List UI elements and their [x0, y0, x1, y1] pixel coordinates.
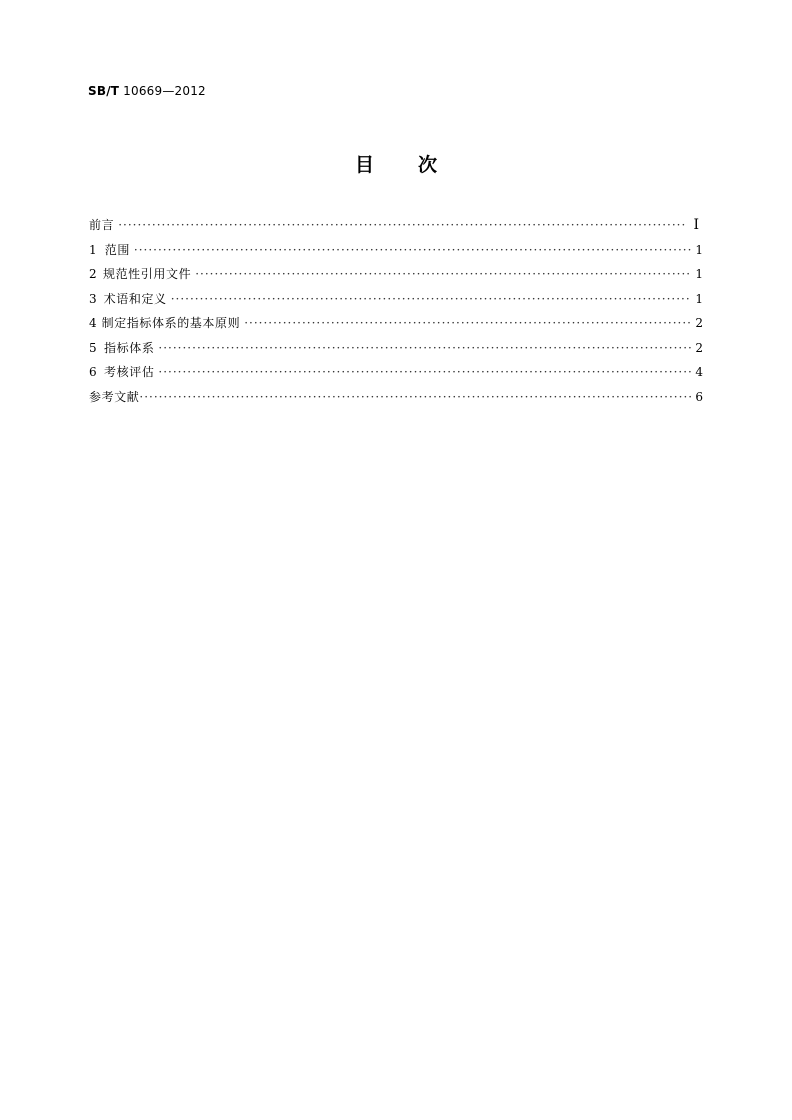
toc-entry-number: 2 — [89, 267, 97, 281]
document-code-prefix: SB/T — [88, 84, 120, 98]
toc-entry-number: 5 — [89, 340, 97, 355]
toc-entry-number: 4 — [89, 316, 97, 330]
toc-entry-label: 制定指标体系的基本原则 — [101, 316, 241, 330]
toc-title — [0, 150, 792, 177]
toc-entry-indicator-system[interactable] — [89, 339, 703, 364]
document-code-number: 10669—2012 — [123, 84, 206, 98]
toc-entry-page: 2 — [695, 316, 703, 330]
toc-entry-label: 考核评估 — [104, 365, 155, 379]
toc-entry-foreword[interactable] — [89, 216, 703, 241]
toc-title-right: 次 — [418, 154, 438, 176]
toc-list — [89, 216, 703, 412]
toc-title-left: 目 — [354, 154, 374, 176]
toc-entry-basic-principles[interactable] — [89, 314, 703, 339]
toc-leader-dots — [195, 267, 691, 281]
toc-entry-scope[interactable] — [89, 241, 703, 266]
toc-entry-page: I — [693, 217, 699, 233]
toc-entry-label: 术语和定义 — [103, 291, 167, 306]
toc-entry-page: 4 — [695, 365, 703, 379]
document-code — [88, 84, 206, 98]
toc-entry-number: 3 — [89, 291, 97, 306]
toc-entry-label: 指标体系 — [104, 340, 155, 355]
toc-entry-label: 范围 — [104, 242, 130, 257]
toc-leader-dots — [118, 218, 687, 232]
toc-entry-number: 1 — [89, 242, 97, 257]
toc-leader-dots — [139, 390, 691, 404]
toc-leader-dots — [171, 292, 691, 306]
toc-entry-label: 参考文献 — [89, 389, 140, 404]
toc-entry-normative-references[interactable] — [89, 265, 703, 290]
toc-entry-page: 1 — [695, 291, 703, 306]
toc-entry-page: 2 — [695, 340, 703, 355]
toc-entry-page: 1 — [695, 267, 703, 281]
toc-entry-label: 规范性引用文件 — [102, 267, 192, 281]
toc-entry-label: 前言 — [89, 218, 115, 232]
toc-entry-number: 6 — [89, 365, 97, 379]
toc-entry-terms-definitions[interactable] — [89, 290, 703, 315]
toc-entry-page: 1 — [695, 242, 703, 257]
toc-entry-page: 6 — [695, 389, 703, 404]
toc-leader-dots — [134, 243, 691, 257]
toc-leader-dots — [158, 365, 691, 379]
toc-leader-dots — [244, 316, 691, 330]
toc-entry-assessment[interactable] — [89, 363, 703, 388]
toc-entry-bibliography[interactable] — [89, 388, 703, 413]
toc-leader-dots — [158, 341, 691, 355]
